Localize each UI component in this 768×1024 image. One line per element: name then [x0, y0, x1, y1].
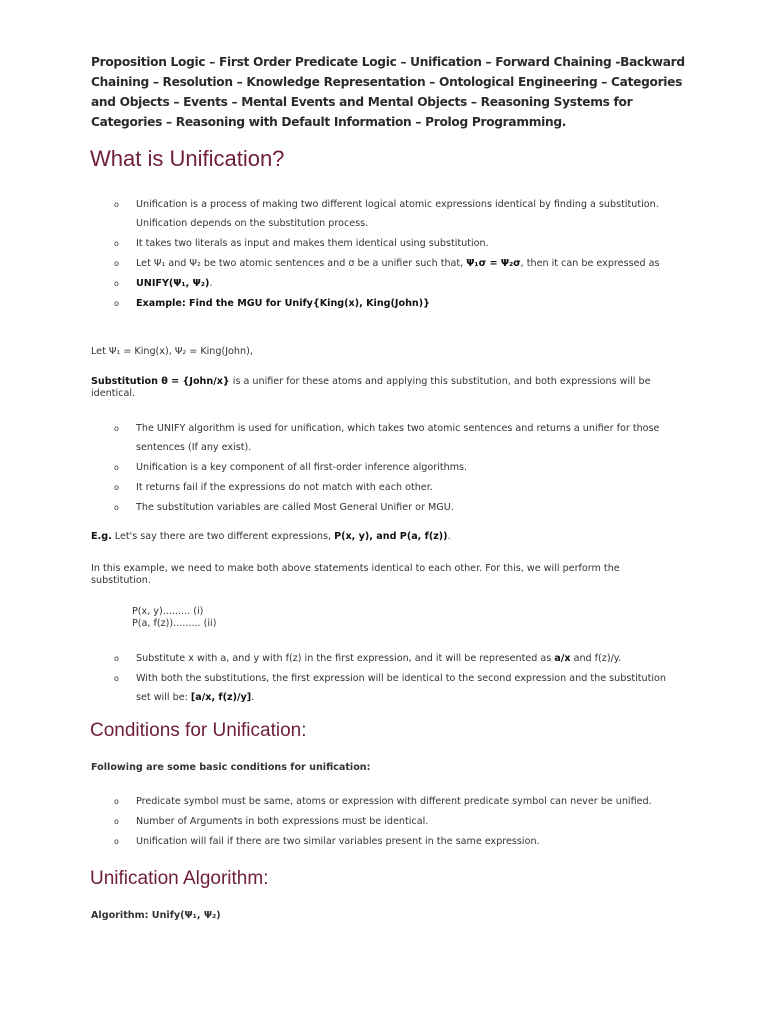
topics-list: Proposition Logic – First Order Predicate Logic – Unification – Forward Chaining -Backward Chaining – Resolution – Knowledge Representation – Ontological Engineering – Categories and Objects – Events – Mental Events and Mental Objects – Reasoning Systems for Categories – Reasoning with Default Information – Prolog Programming.: [91, 55, 685, 129]
bullet-icon: o: [114, 299, 119, 308]
conditions-intro: Following are some basic conditions for unification:: [91, 762, 371, 773]
bullet-icon: o: [114, 239, 119, 248]
list-item: o With both the substitutions, the first expression will be identical to the second expression and the substitution set will be: [a/x, f(z)/y].: [112, 669, 672, 707]
conditions-list: [112, 792, 672, 852]
bullet-icon: o: [114, 817, 119, 826]
expression-line-2: P(a, f(z))......... (ii): [132, 618, 217, 629]
example-explanation: In this example, we need to make both above statements identical to each other. For this, we will perform the substitution.: [91, 563, 620, 586]
bullet-icon: o: [114, 797, 119, 806]
list-item: o Substitute x with a, and y with f(z) in the first expression, and it will be represented as a/x and f(z)/y.: [112, 649, 672, 668]
list-item: o Number of Arguments in both expressions must be identical.: [112, 812, 672, 831]
list-item: o Let Ψ₁ and Ψ₂ be two atomic sentences and σ be a unifier such that, Ψ₁σ = Ψ₂σ, then it can be expressed as: [112, 254, 672, 273]
list-item: o Example: Find the MGU for Unify{King(x), King(John)}: [112, 294, 672, 313]
example-statement: E.g. Let's say there are two different expressions, P(x, y), and P(a, f(z)).: [91, 531, 451, 542]
bullet-icon: o: [114, 279, 119, 288]
bullet-icon: o: [114, 463, 119, 472]
algorithm-signature: Algorithm: Unify(Ψ₁, Ψ₂): [91, 910, 221, 921]
heading-conditions-for-unification: Conditions for Unification:: [90, 720, 307, 741]
unification-definition-list: [112, 195, 672, 314]
heading-unification-algorithm: Unification Algorithm:: [90, 868, 269, 889]
list-item: o The UNIFY algorithm is used for unification, which takes two atomic sentences and returns a unifier for those sentences (If any exist).: [112, 419, 672, 457]
bullet-icon: o: [114, 674, 119, 683]
let-statement: Let Ψ₁ = King(x), Ψ₂ = King(John),: [91, 346, 253, 357]
substitution-paragraph: Substitution θ = {John/x} is a unifier for these atoms and applying this substitution, and both expressions will be identical.: [91, 376, 651, 399]
bullet-icon: o: [114, 259, 119, 268]
heading-what-is-unification: What is Unification?: [90, 146, 285, 171]
expression-line-1: P(x, y)......... (i): [132, 606, 204, 617]
list-item: o It takes two literals as input and makes them identical using substitution.: [112, 234, 672, 253]
bullet-icon: o: [114, 503, 119, 512]
substitution-steps-list: [112, 649, 672, 708]
bullet-icon: o: [114, 654, 119, 663]
bullet-icon: o: [114, 424, 119, 433]
list-item: o Unification is a key component of all first-order inference algorithms.: [112, 458, 672, 477]
bullet-icon: o: [114, 483, 119, 492]
list-item: o The substitution variables are called Most General Unifier or MGU.: [112, 498, 672, 517]
bullet-icon: o: [114, 200, 119, 209]
list-item: o UNIFY(Ψ₁, Ψ₂).: [112, 274, 672, 293]
list-item: o Predicate symbol must be same, atoms or expression with different predicate symbol can never be unified.: [112, 792, 672, 811]
bullet-icon: o: [114, 837, 119, 846]
unify-algorithm-facts-list: [112, 419, 672, 518]
list-item: o It returns fail if the expressions do not match with each other.: [112, 478, 672, 497]
list-item: o Unification is a process of making two different logical atomic expressions identical by finding a substitution. Unification depends on the substitution process.: [112, 195, 672, 233]
list-item: o Unification will fail if there are two similar variables present in the same expression.: [112, 832, 672, 851]
